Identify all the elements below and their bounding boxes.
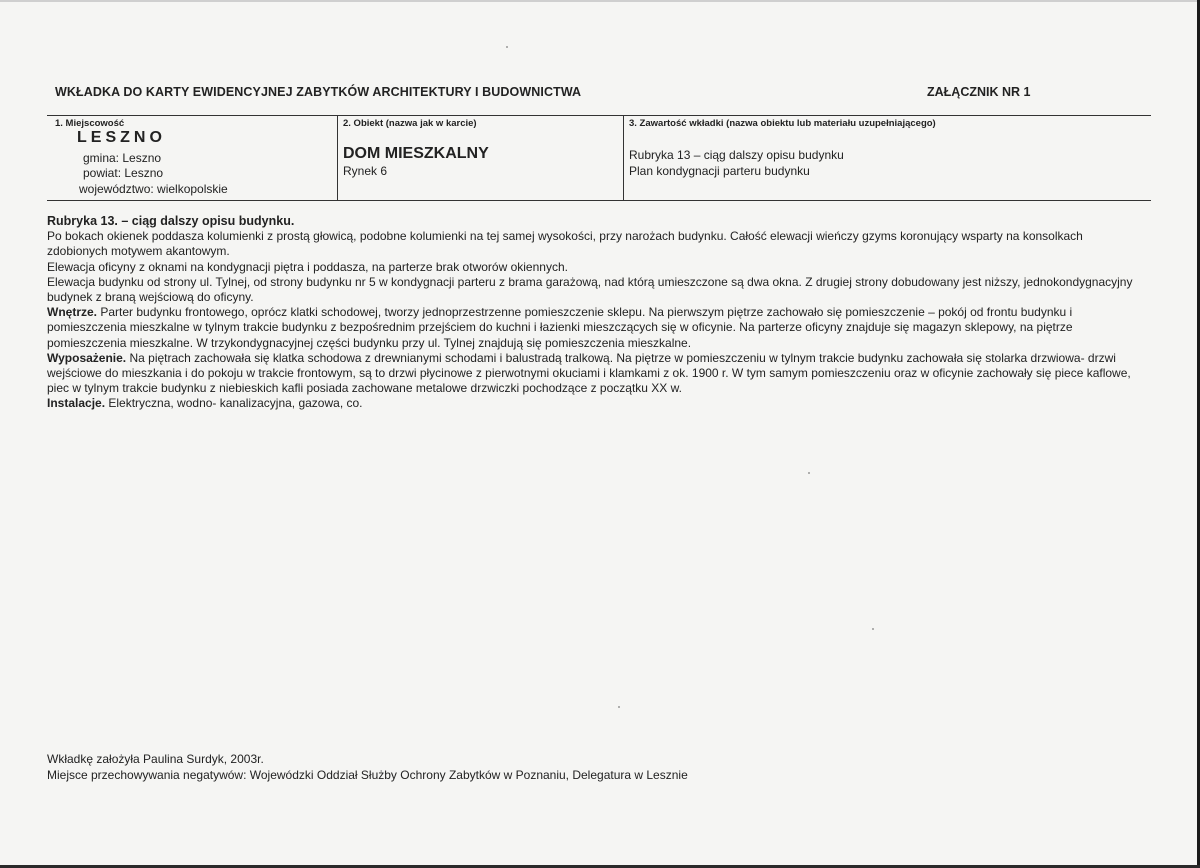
equipment-paragraph — [47, 351, 1137, 397]
wojewodztwo: województwo: wielkopolskie — [79, 182, 228, 196]
scan-speck — [506, 46, 508, 48]
gmina: gmina: Leszno — [83, 151, 162, 165]
installations-paragraph — [47, 396, 1137, 411]
scan-speck — [872, 628, 874, 630]
installations-text: Elektryczna, wodno- kanalizacyjna, gazowa, co. — [105, 396, 363, 411]
installations-label: Instalacje. — [47, 396, 106, 411]
description-body — [47, 214, 1137, 412]
interior-text: Parter budynku frontowego, oprócz klatki schodowej, tworzy jednoprzestrzenne pomieszczenie sklepu. Na pierwszym piętrze zachowało się pomieszczenie – pokój od frontu budynku i pomieszczenia mieszkalne w tylnym trakcie budynku z bezpośrednim przejściem do kuchni i łazienki mieszczących się w oficynie. Na parterze oficyny znajduje się magazyn sklepowy, na piętrze pomieszczenia mieszkalne. W trzykondygnacyjnej części budynku przy ul. Tylnej znajdują się pomieszczenia mieszkalne. — [47, 305, 1073, 350]
footer-author: Wkładkę założyła Paulina Surdyk, 2003r. — [47, 752, 264, 766]
annex-number: ZAŁĄCZNIK NR 1 — [927, 85, 1031, 99]
box-divider — [337, 116, 338, 200]
box-divider — [623, 116, 624, 200]
powiat: powiat: Leszno — [83, 166, 164, 180]
contents-line-2: Plan kondygnacji parteru budynku — [629, 164, 810, 178]
box1-label: 1. Miejscowość — [55, 118, 125, 129]
paragraph-2: Elewacja oficyny z oknami na kondygnacji piętra i poddasza, na parterze brak otworów okiennych. — [47, 259, 568, 274]
equipment-label: Wyposażenie. — [47, 350, 127, 365]
scan-speck — [618, 706, 620, 708]
scan-speck — [808, 472, 810, 474]
info-boxes — [47, 115, 1151, 201]
place-name: LESZNO — [77, 129, 166, 146]
equipment-text: Na piętrach zachowała się klatka schodowa z drewnianymi schodami i balustradą tralkową. Na piętrze w pomieszczeniu w tylnym trakcie budynku zachowała się stolarka drzwiowa- drzwi wejściowe do mieszkania i do pokoju w trakcie frontowym, są to drzwi płycinowe z pierwotnymi okuciami i klamkami z ok. 1900 r. W tym samym pomieszczeniu oraz w oficynie zachowały się piece kaflowe, piec w tylnym trakcie budynku z niebieskich kafli posiada zachowane metalowe drzwiczki pochodzące z początku XX w. — [47, 350, 1131, 396]
box2-label: 2. Obiekt (nazwa jak w karcie) — [343, 118, 477, 129]
object-address: Rynek 6 — [343, 164, 388, 178]
interior-label: Wnętrze. — [47, 305, 98, 320]
contents-line-1: Rubryka 13 – ciąg dalszy opisu budynku — [629, 148, 844, 162]
footer-storage: Miejsce przechowywania negatywów: Wojewódzki Oddział Służby Ochrony Zabytków w Poznaniu, Delegatura w Lesznie — [47, 767, 688, 782]
section-title: Rubryka 13. – ciąg dalszy opisu budynku. — [47, 214, 295, 228]
footer — [47, 752, 688, 783]
interior-paragraph — [47, 305, 1137, 351]
scan-edge-top — [0, 0, 1200, 2]
document-title: WKŁADKA DO KARTY EWIDENCYJNEJ ZABYTKÓW ARCHITEKTURY I BUDOWNICTWA — [55, 85, 582, 99]
paragraph-3: Elewacja budynku od strony ul. Tylnej, od strony budynku nr 5 w kondygnacji parteru z brama garażową, nad którą umieszczone są dwa okna. Z drugiej strony dobudowany jest niższy, jednokondygnacyjny budynek z braną wejściową do oficyny. — [47, 274, 1133, 305]
paragraph-1: Po bokach okienek poddasza kolumienki z prostą głowicą, podobne kolumienki na tej samej wysokości, przy narożach budynku. Całość elewacji wieńczy gzyms koronujący wsparty na konsolkach zdobionych motywem akantowym. — [47, 229, 1083, 259]
box3-label: 3. Zawartość wkładki (nazwa obiektu lub materiału uzupełniającego) — [629, 118, 936, 129]
object-name: DOM MIESZKALNY — [343, 145, 489, 162]
